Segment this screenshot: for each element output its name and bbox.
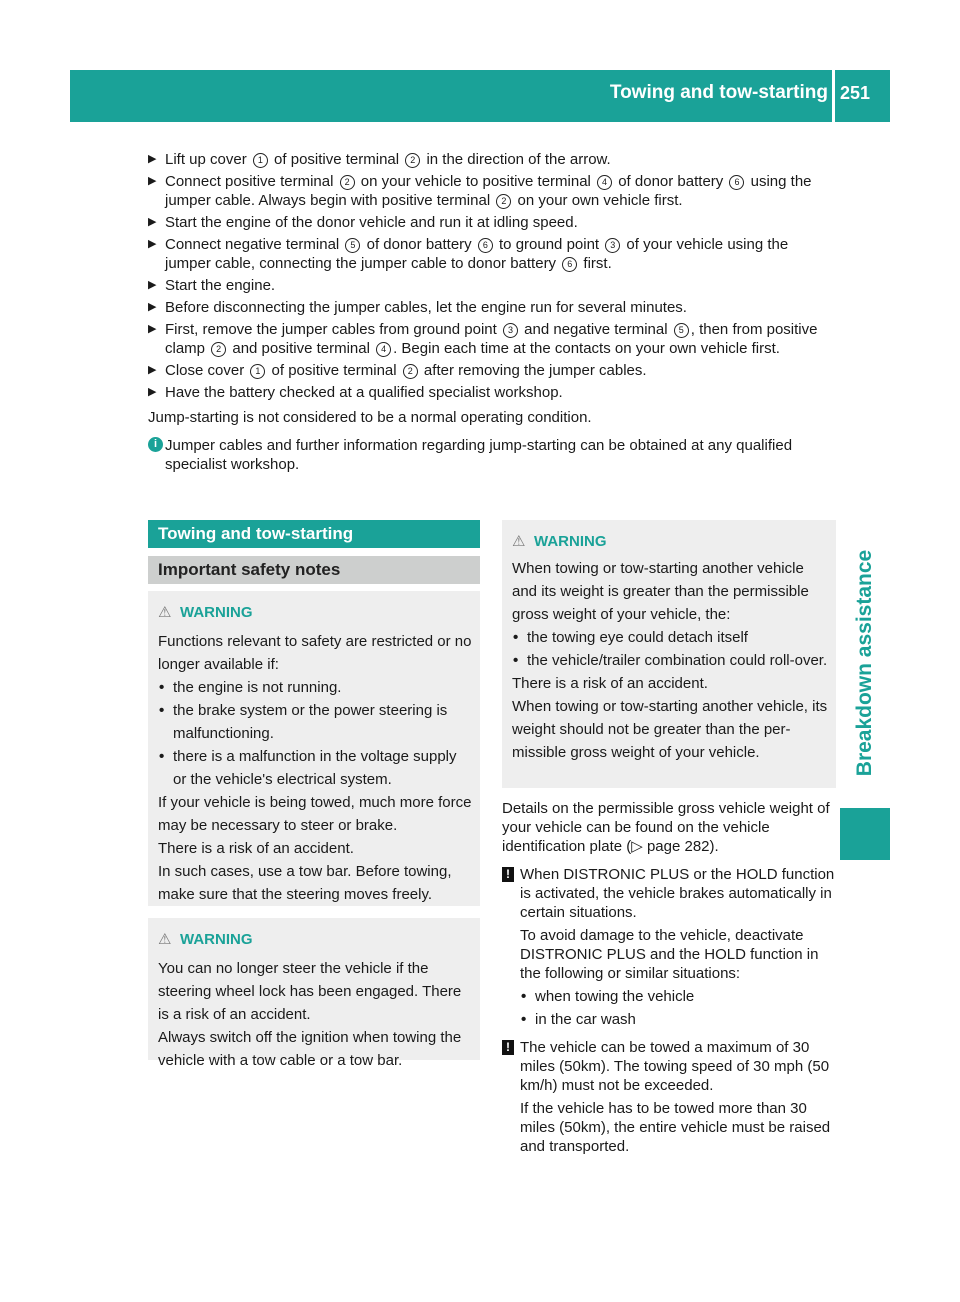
notice-2 <box>502 1038 836 1156</box>
step-arrow-icon: ▶ <box>148 175 157 187</box>
list-item: • the vehicle/trailer combination could roll-over. <box>513 652 828 669</box>
instruction-step: ▶ Connect negative terminal 5 of donor battery 6 to ground point 3 of your vehicle using the jumper cable, connecting the jumper cable to donor battery 6 first. <box>148 236 789 272</box>
page-reference-link[interactable]: ▷ page 282 <box>631 838 710 855</box>
warning-text: There is a risk of an accident. <box>158 840 354 857</box>
instruction-step: ▶ Connect positive terminal 2 on your vehicle to positive terminal 4 of donor battery 6 using the jumper cable. Always begin with positive terminal 2 on your own vehicle first. <box>148 173 812 209</box>
list-item: • the brake system or the power steering is malfunctioning. <box>159 702 448 742</box>
info-note <box>148 436 836 474</box>
notice-icon: ! <box>502 1040 514 1055</box>
instruction-step: ▶ Start the engine. <box>148 277 276 294</box>
callout-number: 5 <box>345 238 360 253</box>
notice-1 <box>502 865 836 1029</box>
list-item: • the engine is not running. <box>159 679 342 696</box>
step-arrow-icon: ▶ <box>148 279 157 291</box>
step-arrow-icon: ▶ <box>148 238 157 250</box>
step-arrow-icon: ▶ <box>148 216 157 228</box>
info-icon: i <box>148 437 163 452</box>
list-item: • when towing the vehicle <box>521 988 695 1005</box>
callout-number: 6 <box>729 175 744 190</box>
page-number: 251 <box>840 83 871 103</box>
callout-number: 4 <box>376 342 391 357</box>
step-arrow-icon: ▶ <box>148 301 157 313</box>
notice-icon: ! <box>502 867 514 882</box>
step-arrow-icon: ▶ <box>148 364 157 376</box>
notice-text: When DISTRONIC PLUS or the HOLD function is activated, the vehicle brakes automatically in certain situations. <box>520 866 835 921</box>
warning-text: When towing or tow-starting another vehicle, its weight should not be greater than the per-missible gross weight of your vehicle. <box>512 698 828 761</box>
step-arrow-icon: ▶ <box>148 386 157 398</box>
steps-list <box>148 150 836 402</box>
warning-box-2 <box>148 918 480 1069</box>
side-tab-label: Breakdown assistance <box>853 549 876 777</box>
warning-box-3 <box>502 520 836 788</box>
header-title: Towing and tow-starting <box>609 82 828 103</box>
callout-number: 6 <box>562 257 577 272</box>
instruction-step: ▶ Close cover 1 of positive terminal 2 after removing the jumper cables. <box>148 362 647 379</box>
warning-label: WARNING <box>180 604 253 621</box>
list-item: • in the car wash <box>521 1011 636 1028</box>
instruction-step: ▶ Have the battery checked at a qualified specialist workshop. <box>148 384 563 401</box>
warning-box-1 <box>148 591 480 906</box>
warning-triangle-icon: ⚠ <box>158 604 172 621</box>
jump-start-steps <box>148 150 836 474</box>
subsection-title: Important safety notes <box>148 556 480 584</box>
callout-number: 2 <box>340 175 355 190</box>
step-arrow-icon: ▶ <box>148 323 157 335</box>
list-item: • the towing eye could detach itself <box>513 629 748 646</box>
instruction-step: ▶ First, remove the jumper cables from ground point 3 and negative terminal 5 , then from positive clamp 2 and positive terminal 4 . Begin each time at the contacts on your own vehicle first. <box>148 321 818 357</box>
warning-triangle-icon: ⚠ <box>158 931 172 948</box>
warning-triangle-icon: ⚠ <box>512 533 526 550</box>
instruction-step: ▶ Lift up cover 1 of positive terminal 2 in the direction of the arrow. <box>148 151 611 168</box>
page-header <box>70 70 890 122</box>
notice-text: The vehicle can be towed a maximum of 30 miles (50km). The towing speed of 30 mph (50 km/h) must not be exceeded. <box>520 1039 830 1094</box>
right-column-text <box>502 799 836 1156</box>
callout-number: 2 <box>403 364 418 379</box>
callout-number: 3 <box>605 238 620 253</box>
warning-text: Always switch off the ignition when towing the vehicle with a tow cable or a tow bar. <box>158 1029 462 1069</box>
notice-subtext: To avoid damage to the vehicle, deactivate DISTRONIC PLUS and the HOLD function in the following or similar situations: <box>520 927 819 982</box>
list-item: • there is a malfunction in the voltage supply or the vehicle's electrical system. <box>159 748 457 788</box>
side-tab-marker <box>840 808 890 860</box>
warning-intro: Functions relevant to safety are restricted or no longer available if: <box>158 633 472 673</box>
callout-number: 1 <box>250 364 265 379</box>
notice-subtext: If the vehicle has to be towed more than 30 miles (50km), the entire vehicle must be raised and transported. <box>520 1100 831 1155</box>
warning-label: WARNING <box>534 533 607 550</box>
callout-number: 5 <box>674 323 689 338</box>
info-note-text: Jumper cables and further information regarding jump-starting can be obtained at any qualified specialist workshop. <box>165 437 793 473</box>
callout-number: 2 <box>405 153 420 168</box>
warning-text: You can no longer steer the vehicle if the steering wheel lock has been engaged. There is a risk of an accident. <box>158 960 462 1023</box>
callout-number: 2 <box>211 342 226 357</box>
warning-intro: When towing or tow-starting another vehicle and its weight is greater than the permissible gross weight of your vehicle, the: <box>512 560 809 623</box>
callout-number: 3 <box>503 323 518 338</box>
callout-number: 1 <box>253 153 268 168</box>
callout-number: 6 <box>478 238 493 253</box>
callout-number: 4 <box>597 175 612 190</box>
callout-number: 2 <box>496 194 511 209</box>
header-separator <box>832 70 835 122</box>
warning-text: There is a risk of an accident. <box>512 675 708 692</box>
step-arrow-icon: ▶ <box>148 153 157 165</box>
warning-text: If your vehicle is being towed, much more force may be necessary to steer or brake. <box>158 794 472 834</box>
side-tab <box>840 538 890 788</box>
details-paragraph: Details on the permissible gross vehicle weight of your vehicle can be found on the vehicle identification plate (▷ page 282). <box>502 800 830 855</box>
warning-text: In such cases, use a tow bar. Before towing, make sure that the steering moves freely. <box>158 863 452 903</box>
instruction-step: ▶ Before disconnecting the jumper cables, let the engine run for several minutes. <box>148 299 687 316</box>
section-title: Towing and tow-starting <box>148 520 480 548</box>
warning-label: WARNING <box>180 931 253 948</box>
jump-start-note: Jump-starting is not considered to be a normal operating condition. <box>148 409 592 426</box>
instruction-step: ▶ Start the engine of the donor vehicle and run it at idling speed. <box>148 214 578 231</box>
